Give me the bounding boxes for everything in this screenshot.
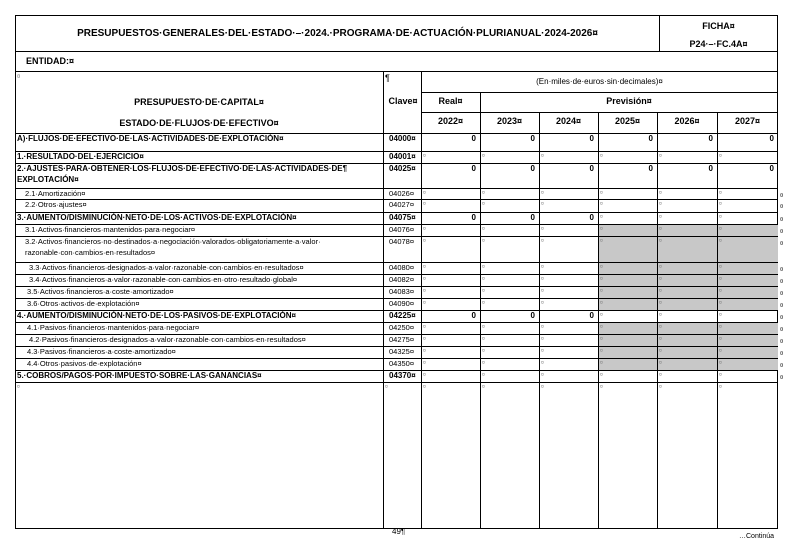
shaded-cell <box>599 237 657 262</box>
cell-mark: ¤ <box>541 276 544 282</box>
row-end-mark: ¤ <box>780 204 784 210</box>
value-cell: 0 <box>530 164 535 173</box>
cell-mark: ¤ <box>659 324 662 330</box>
cell-mark: ¤ <box>541 201 544 207</box>
value-cell: 0 <box>769 134 774 143</box>
cell-mark: ¤ <box>482 190 485 196</box>
cell-mark: ¤ <box>423 372 426 378</box>
value-cell: 0 <box>708 134 713 143</box>
cell-mark: ¤ <box>600 336 603 342</box>
cell-mark: ¤ <box>541 324 544 330</box>
cell-mark: ¤ <box>719 238 722 244</box>
cell-mark: ¤ <box>719 372 722 378</box>
shaded-cell <box>658 347 717 358</box>
cell-mark: ¤ <box>659 360 662 366</box>
row-end-mark: ¤ <box>780 315 784 321</box>
cell-mark: ¤ <box>659 348 662 354</box>
row-end-mark: ¤ <box>780 303 784 309</box>
cell-mark: ¤ <box>482 360 485 366</box>
value-cell: 0 <box>648 134 653 143</box>
row-label: 4.·AUMENTO/DISMINUCIÓN·NETO·DE·LOS·PASIVOS·DE·EXPLOTACIÓN¤ <box>17 311 296 320</box>
shaded-cell <box>718 323 778 334</box>
cell-mark: ¤ <box>600 360 603 366</box>
cell-mark: ¤ <box>385 384 388 390</box>
row-end-mark: ¤ <box>780 229 784 235</box>
row-clave: 04083¤ <box>389 287 415 296</box>
cell-mark: ¤ <box>482 238 485 244</box>
row-clave: 04025¤ <box>389 164 416 173</box>
row-end-mark: ¤ <box>780 351 784 357</box>
cell-mark: ¤ <box>423 336 426 342</box>
cell-mark: ¤ <box>600 226 603 232</box>
cell-mark: ¤ <box>541 360 544 366</box>
cell-mark: ¤ <box>423 201 426 207</box>
row-end-mark: ¤ <box>780 279 784 285</box>
units-divider <box>421 92 778 93</box>
shaded-cell <box>599 287 657 298</box>
cell-mark: ¤ <box>482 226 485 232</box>
units-note: (En·miles·de·euros·sin·decimales)¤ <box>536 77 663 86</box>
shaded-cell <box>718 299 778 310</box>
cell-mark: ¤ <box>659 264 662 270</box>
row-label: 2.2·Otros·ajustes¤ <box>25 200 87 209</box>
shaded-cell <box>599 299 657 310</box>
cell-mark: ¤ <box>719 288 722 294</box>
cell-mark: ¤ <box>600 288 603 294</box>
cell-mark: ¤ <box>600 238 603 244</box>
row-label: 2.1·Amortización¤ <box>25 189 86 198</box>
row-clave: 04080¤ <box>389 263 415 272</box>
cell-mark: ¤ <box>659 190 662 196</box>
cell-mark: ¤ <box>423 288 426 294</box>
cell-mark: ¤ <box>482 336 485 342</box>
cell-mark: ¤ <box>600 384 603 390</box>
value-cell: 0 <box>471 164 476 173</box>
row-label: 4.4·Otros·pasivos·de·explotación¤ <box>27 359 142 368</box>
row-clave: 04250¤ <box>389 323 415 332</box>
units-mark: ¤ <box>17 74 21 80</box>
year-header-0: 2022¤ <box>437 116 464 126</box>
shaded-cell <box>658 263 717 274</box>
shaded-cell <box>599 275 657 286</box>
row-label: 3.4·Activos·financieros·a·valor·razonable·con·cambios·en·otro·resultado·global¤ <box>29 275 298 284</box>
cell-mark: ¤ <box>719 324 722 330</box>
cell-mark: ¤ <box>719 153 722 159</box>
cell-mark: ¤ <box>423 348 426 354</box>
cell-mark: ¤ <box>423 384 426 390</box>
value-cell: 0 <box>769 164 774 173</box>
cell-mark: ¤ <box>659 214 662 220</box>
row-clave: 04078¤ <box>389 237 415 246</box>
row-label: 5.·COBROS/PAGOS·POR·IMPUESTO·SOBRE·LAS·GANANCIAS¤ <box>17 371 262 380</box>
year-header-5: 2027¤ <box>734 116 761 126</box>
row-clave: 04090¤ <box>389 299 415 308</box>
row-label: 4.2·Pasivos·financieros·designados·a·valor·razonable·con·cambios·en·resultados¤ <box>29 335 306 344</box>
row-label: A)·FLUJOS·DE·EFECTIVO·DE·LAS·ACTIVIDADES·DE·EXPLOTACIÓN¤ <box>17 134 284 143</box>
cell-mark: ¤ <box>600 264 603 270</box>
row-clave: 04370¤ <box>389 371 416 380</box>
shaded-cell <box>658 299 717 310</box>
row-label: 3.·AUMENTO/DISMINUCIÓN·NETO·DE·LOS·ACTIVOS·DE·EXPLOTACIÓN¤ <box>17 213 297 222</box>
row-label-continued: razonable·con·cambios·en·resultados¤ <box>25 248 156 257</box>
year-header-4: 2026¤ <box>674 116 700 126</box>
row-end-mark: ¤ <box>780 241 784 247</box>
cell-mark: ¤ <box>659 384 662 390</box>
row-end-mark: ¤ <box>780 217 784 223</box>
row-end-mark: ¤ <box>780 375 784 381</box>
cell-mark: ¤ <box>659 336 662 342</box>
cell-mark: ¤ <box>482 324 485 330</box>
row-label: 3.1·Activos·financieros·mantenidos·para·negociar¤ <box>25 225 196 234</box>
cell-mark: ¤ <box>659 312 662 318</box>
page-number: 49¶ <box>392 527 406 536</box>
cell-mark: ¤ <box>600 190 603 196</box>
cell-mark: ¤ <box>600 312 603 318</box>
row-clave: 04000¤ <box>389 134 416 143</box>
shaded-cell <box>658 225 717 236</box>
cell-mark: ¤ <box>719 384 722 390</box>
value-cell: 0 <box>648 164 653 173</box>
cell-mark: ¤ <box>600 153 603 159</box>
cell-mark: ¤ <box>541 288 544 294</box>
ficha-label: FICHA¤ <box>702 21 735 31</box>
cell-mark: ¤ <box>659 300 662 306</box>
cell-mark: ¤ <box>719 360 722 366</box>
shaded-cell <box>658 323 717 334</box>
row-label: 4.3·Pasivos·financieros·a·coste·amortizado¤ <box>27 347 176 356</box>
value-col-divider <box>717 112 718 529</box>
cell-mark: ¤ <box>423 190 426 196</box>
shaded-cell <box>658 335 717 346</box>
row-label: 3.5·Activos·financieros·a·coste·amortizado¤ <box>27 287 174 296</box>
row-label: 3.2·Activos·financieros·no·destinados·a·negociación·valorados·obligatoriamente·a·valor· <box>25 237 321 246</box>
entidad-label: ENTIDAD:¤ <box>26 56 75 66</box>
cell-mark: ¤ <box>541 238 544 244</box>
cell-mark: ¤ <box>482 372 485 378</box>
section-title-capital: PRESUPUESTO·DE·CAPITAL¤ <box>134 97 264 107</box>
cell-mark: ¤ <box>423 153 426 159</box>
shaded-cell <box>599 263 657 274</box>
row-end-mark: ¤ <box>780 363 784 369</box>
cell-mark: ¤ <box>659 226 662 232</box>
row-divider <box>15 382 778 383</box>
row-label: 2.·AJUSTES·PARA·OBTENER·LOS·FLUJOS·DE·EFECTIVO·DE·LAS·ACTIVIDADES·DE¶ <box>17 164 348 173</box>
cell-mark: ¤ <box>600 348 603 354</box>
cell-mark: ¤ <box>423 226 426 232</box>
cell-mark: ¤ <box>482 153 485 159</box>
shaded-cell <box>658 287 717 298</box>
cell-mark: ¤ <box>600 214 603 220</box>
cell-mark: ¤ <box>719 276 722 282</box>
value-cell: 0 <box>708 164 713 173</box>
row-end-mark: ¤ <box>780 339 784 345</box>
row-clave: 04075¤ <box>389 213 416 222</box>
continua-note: …Continúa <box>739 533 775 540</box>
cell-mark: ¤ <box>659 201 662 207</box>
value-cell: 0 <box>471 134 476 143</box>
value-cell: 0 <box>589 311 594 320</box>
shaded-cell <box>599 359 657 370</box>
row-clave: 04275¤ <box>389 335 415 344</box>
shaded-cell <box>718 287 778 298</box>
row-clave: 04082¤ <box>389 275 415 284</box>
shaded-cell <box>718 225 778 236</box>
cell-mark: ¤ <box>719 300 722 306</box>
cell-mark: ¤ <box>423 360 426 366</box>
cell-mark: ¤ <box>423 324 426 330</box>
cell-mark: ¤ <box>659 372 662 378</box>
row-end-mark: ¤ <box>780 291 784 297</box>
value-col-divider <box>539 112 540 529</box>
cell-mark: ¤ <box>423 238 426 244</box>
col-divider-clave-left <box>383 71 384 529</box>
cell-mark: ¤ <box>719 226 722 232</box>
cell-mark: ¤ <box>719 214 722 220</box>
value-cell: 0 <box>589 213 594 222</box>
real-header: Real¤ <box>438 96 463 106</box>
value-cell: 0 <box>471 311 476 320</box>
cell-mark: ¤ <box>541 372 544 378</box>
shaded-cell <box>718 347 778 358</box>
entidad-box <box>15 51 778 72</box>
cell-mark: ¤ <box>541 336 544 342</box>
cell-mark: ¤ <box>719 201 722 207</box>
clave-header: Clave¤ <box>388 96 418 106</box>
value-cell: 0 <box>589 134 594 143</box>
cell-mark: ¤ <box>719 312 722 318</box>
row-clave: 04001¤ <box>389 152 416 161</box>
cell-mark: ¤ <box>482 264 485 270</box>
cell-mark: ¤ <box>719 336 722 342</box>
shaded-cell <box>599 323 657 334</box>
row-clave: 04027¤ <box>389 200 415 209</box>
shaded-cell <box>658 359 717 370</box>
cell-mark: ¤ <box>541 226 544 232</box>
row-label: 1.·RESULTADO·DEL·EJERCICIO¤ <box>17 152 144 161</box>
cell-mark: ¤ <box>482 201 485 207</box>
cell-mark: ¤ <box>719 264 722 270</box>
shaded-cell <box>718 359 778 370</box>
cell-mark: ¤ <box>423 276 426 282</box>
year-header-1: 2023¤ <box>496 116 523 126</box>
cell-mark: ¤ <box>719 348 722 354</box>
row-label: 3.6·Otros·activos·de·explotación¤ <box>27 299 140 308</box>
cell-mark: ¤ <box>482 288 485 294</box>
value-cell: 0 <box>589 164 594 173</box>
row-clave: 04350¤ <box>389 359 415 368</box>
row-clave: 04225¤ <box>389 311 416 320</box>
cell-mark: ¤ <box>423 264 426 270</box>
cell-mark: ¤ <box>659 238 662 244</box>
cell-mark: ¤ <box>482 300 485 306</box>
cell-mark: ¤ <box>600 372 603 378</box>
cell-mark: ¤ <box>600 276 603 282</box>
value-cell: 0 <box>530 311 535 320</box>
cell-mark: ¤ <box>600 201 603 207</box>
ficha-code: P24·–·FC.4A¤ <box>689 39 748 49</box>
shaded-cell <box>718 237 778 262</box>
row-end-mark: ¤ <box>780 327 784 333</box>
shaded-cell <box>718 335 778 346</box>
cell-mark: ¤ <box>541 264 544 270</box>
value-cell: 0 <box>471 213 476 222</box>
row-clave: 04026¤ <box>389 189 415 198</box>
cell-mark: ¤ <box>600 324 603 330</box>
shaded-cell <box>658 275 717 286</box>
shaded-cell <box>718 275 778 286</box>
para-mark: ¶ <box>385 73 390 83</box>
row-clave: 04076¤ <box>389 225 415 234</box>
row-label-continued: EXPLOTACIÓN¤ <box>17 175 79 184</box>
row-clave: 04325¤ <box>389 347 415 356</box>
cell-mark: ¤ <box>482 276 485 282</box>
row-end-mark: ¤ <box>780 193 784 199</box>
year-header-3: 2025¤ <box>614 116 641 126</box>
value-col-divider <box>657 112 658 529</box>
cell-mark: ¤ <box>482 384 485 390</box>
prevision-header: Previsión¤ <box>606 96 652 106</box>
cell-mark: ¤ <box>541 300 544 306</box>
cell-mark: ¤ <box>541 153 544 159</box>
cell-mark: ¤ <box>659 276 662 282</box>
year-header-2: 2024¤ <box>555 116 582 126</box>
cell-mark: ¤ <box>659 288 662 294</box>
cell-mark: ¤ <box>600 300 603 306</box>
cell-mark: ¤ <box>482 348 485 354</box>
value-col-divider <box>598 112 599 529</box>
value-cell: 0 <box>530 134 535 143</box>
cell-mark: ¤ <box>659 153 662 159</box>
cell-mark: ¤ <box>541 384 544 390</box>
shaded-cell <box>599 225 657 236</box>
cell-mark: ¤ <box>719 190 722 196</box>
years-divider <box>421 112 778 113</box>
row-label: 4.1·Pasivos·financieros·mantenidos·para·negociar¤ <box>27 323 200 332</box>
page-title: PRESUPUESTOS·GENERALES·DEL·ESTADO·–·2024.·PROGRAMA·DE·ACTUACIÓN·PLURIANUAL·2024-2026¤ <box>77 28 598 39</box>
row-label: 3.3·Activos·financieros·designados·a·valor·razonable·con·cambios·en·resultados¤ <box>29 263 304 272</box>
shaded-cell <box>658 237 717 262</box>
cell-mark: ¤ <box>541 190 544 196</box>
row-end-mark: ¤ <box>780 267 784 273</box>
section-title-flujos: ESTADO·DE·FLUJOS·DE·EFECTIVO¤ <box>119 118 279 128</box>
shaded-cell <box>718 263 778 274</box>
cell-mark: ¤ <box>423 300 426 306</box>
value-cell: 0 <box>530 213 535 222</box>
cell-mark: ¤ <box>17 384 20 390</box>
cell-mark: ¤ <box>541 348 544 354</box>
shaded-cell <box>599 335 657 346</box>
shaded-cell <box>599 347 657 358</box>
